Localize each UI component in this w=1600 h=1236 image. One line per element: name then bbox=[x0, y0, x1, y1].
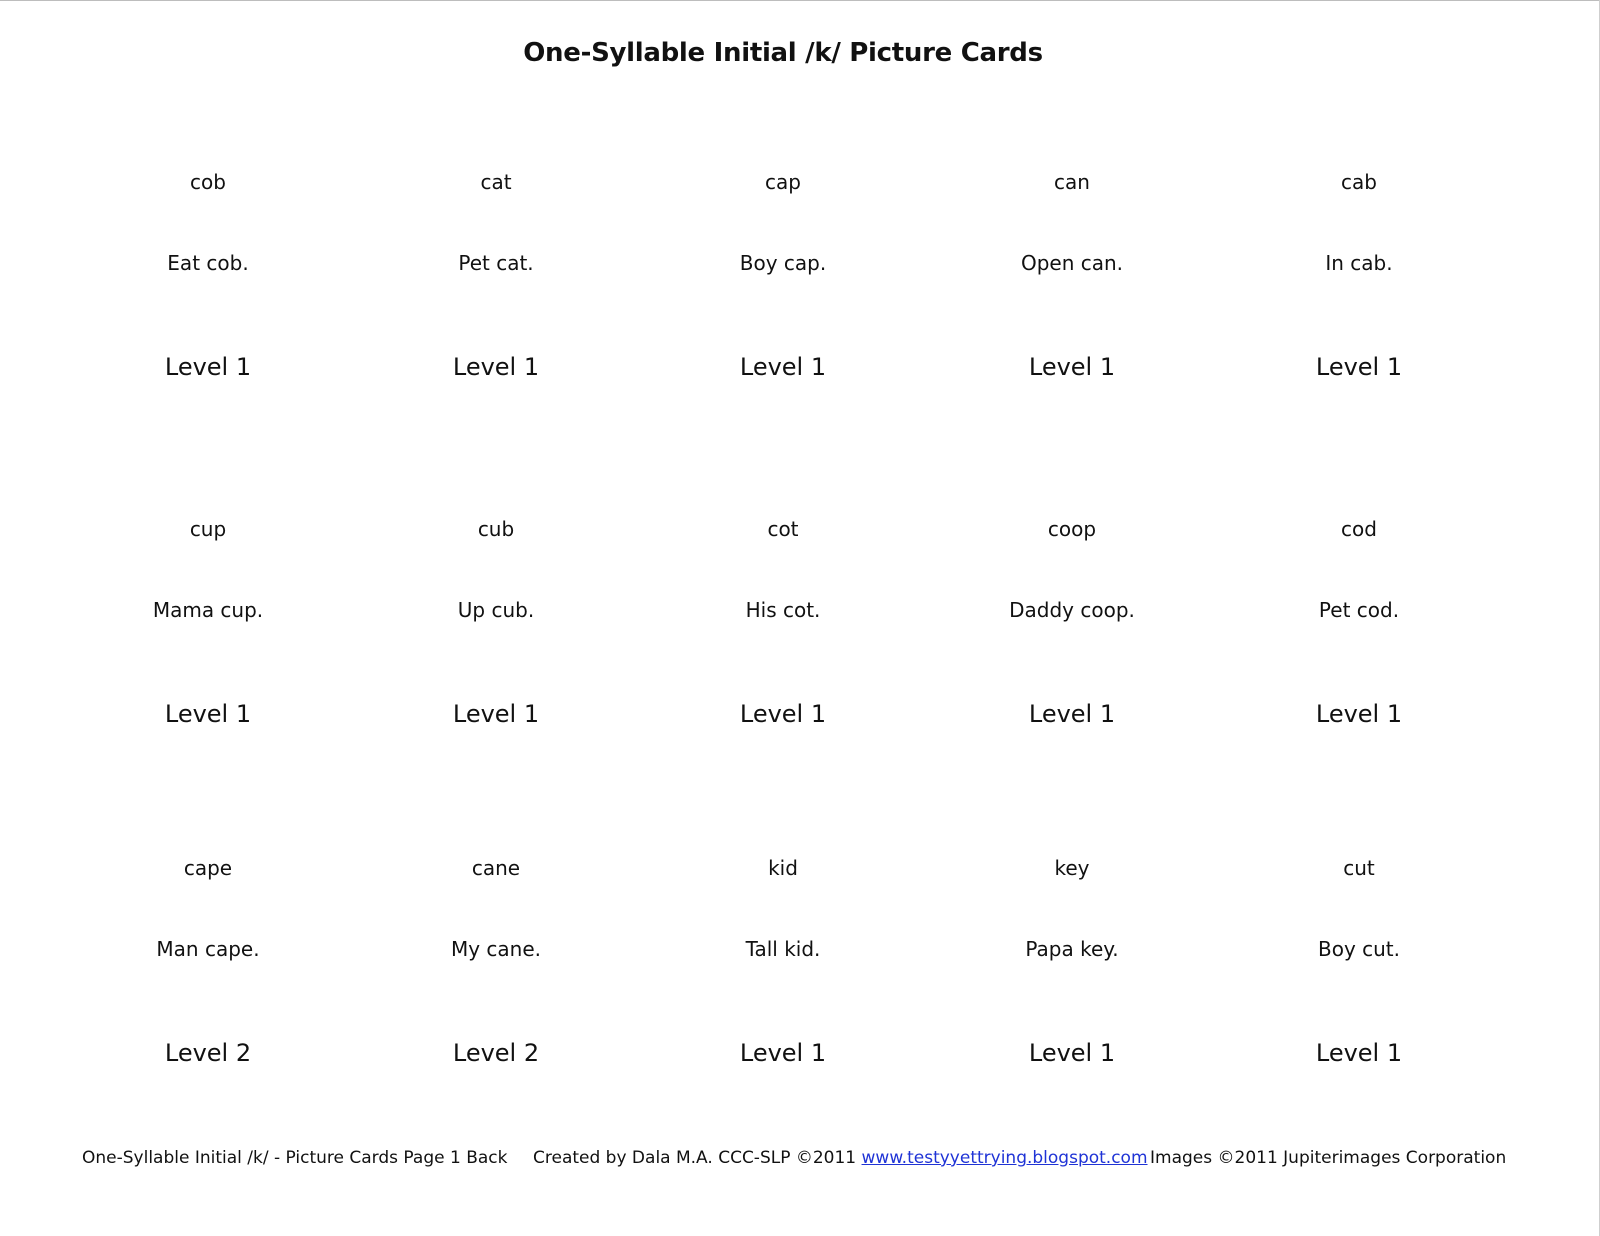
card-level: Level 1 bbox=[1315, 353, 1403, 381]
card-word: cut bbox=[1343, 856, 1375, 880]
footer-images-credit: Images ©2011 Jupiterimages Corporation bbox=[1150, 1148, 1507, 1168]
card-word: cod bbox=[1341, 517, 1377, 541]
card-level: Level 1 bbox=[452, 700, 540, 728]
card-word: cane bbox=[471, 856, 521, 880]
card-word: cob bbox=[190, 170, 226, 194]
card-phrase: Man cape. bbox=[156, 937, 260, 961]
card-phrase: Mama cup. bbox=[152, 598, 264, 622]
card-word: cap bbox=[765, 170, 801, 194]
card-phrase: Boy cap. bbox=[739, 251, 827, 275]
card-level: Level 1 bbox=[1028, 1039, 1116, 1067]
card-word: coop bbox=[1047, 517, 1097, 541]
top-rule bbox=[0, 0, 1600, 1]
footer-credit-line bbox=[533, 1148, 1148, 1168]
card-level: Level 2 bbox=[164, 1039, 252, 1067]
card-phrase: In cab. bbox=[1325, 251, 1393, 275]
card-level: Level 1 bbox=[1315, 1039, 1403, 1067]
card-phrase: Open can. bbox=[1020, 251, 1124, 275]
card-phrase: Daddy coop. bbox=[1009, 598, 1135, 622]
card-level: Level 1 bbox=[1028, 353, 1116, 381]
card-word: cape bbox=[183, 856, 233, 880]
card-word: cup bbox=[189, 517, 227, 541]
card-phrase: Up cub. bbox=[457, 598, 535, 622]
card-level: Level 1 bbox=[1028, 700, 1116, 728]
card-phrase: His cot. bbox=[745, 598, 821, 622]
card-level: Level 1 bbox=[739, 700, 827, 728]
card-level: Level 1 bbox=[164, 353, 252, 381]
card-phrase: Eat cob. bbox=[167, 251, 249, 275]
card-phrase: Tall kid. bbox=[745, 937, 821, 961]
card-word: cub bbox=[477, 517, 515, 541]
footer-page-label: One-Syllable Initial /k/ - Picture Cards Page 1 Back bbox=[82, 1148, 508, 1168]
card-word: cab bbox=[1341, 170, 1377, 194]
card-phrase: My cane. bbox=[450, 937, 542, 961]
card-phrase: Papa key. bbox=[1025, 937, 1119, 961]
card-level: Level 1 bbox=[452, 353, 540, 381]
card-phrase: Pet cat. bbox=[458, 251, 534, 275]
card-word: kid bbox=[768, 856, 798, 880]
card-word: cot bbox=[767, 517, 799, 541]
card-level: Level 1 bbox=[739, 353, 827, 381]
card-word: cat bbox=[480, 170, 512, 194]
card-level: Level 1 bbox=[164, 700, 252, 728]
card-level: Level 2 bbox=[452, 1039, 540, 1067]
page-title: One-Syllable Initial /k/ Picture Cards bbox=[523, 38, 1043, 68]
card-phrase: Pet cod. bbox=[1318, 598, 1400, 622]
card-level: Level 1 bbox=[739, 1039, 827, 1067]
card-word: key bbox=[1054, 856, 1090, 880]
footer-credit: Created by Dala M.A. CCC-SLP ©2011 bbox=[533, 1148, 857, 1168]
footer-blog-link[interactable]: www.testyyettrying.blogspot.com bbox=[861, 1148, 1148, 1168]
card-level: Level 1 bbox=[1315, 700, 1403, 728]
card-word: can bbox=[1054, 170, 1090, 194]
card-phrase: Boy cut. bbox=[1317, 937, 1401, 961]
